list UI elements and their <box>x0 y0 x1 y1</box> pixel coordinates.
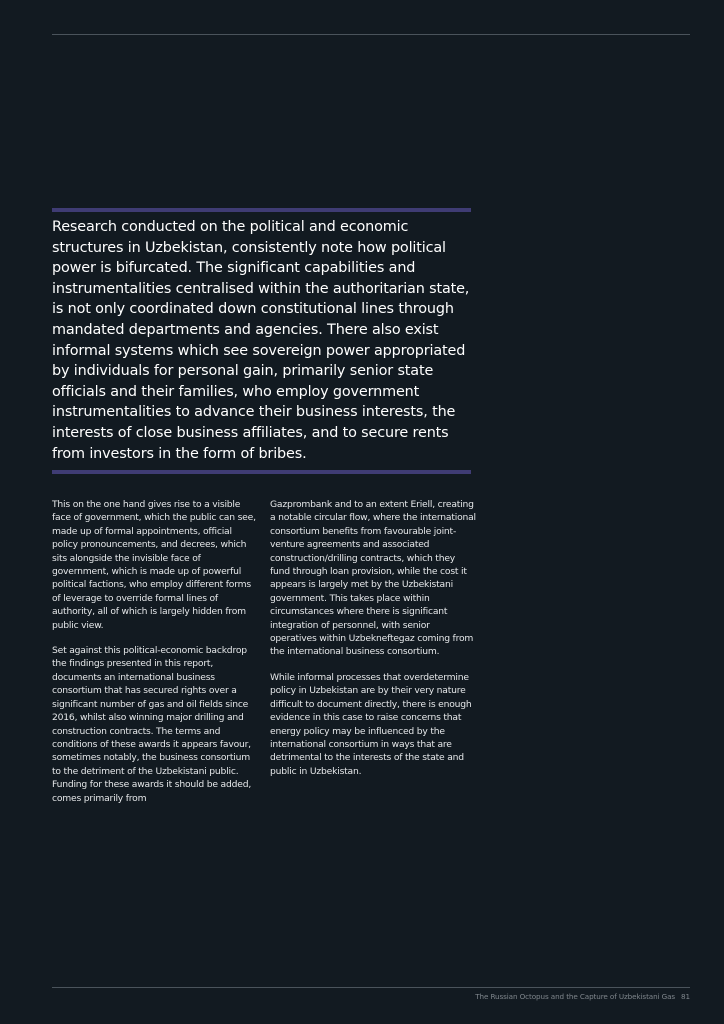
body-paragraph: Set against this political-economic backdrop the findings presented in this report, documents an international business consortium that has secured rights over a significant number of gas and oil fields since 2016, whilst also winning major drilling and construction contracts. The terms and conditions of these awards it appears favour, sometimes notably, the business consortium to the detriment of the Uzbekistani public. Funding for these awards it should be added, comes primarily from <box>52 645 252 804</box>
pull-quote-top-bar <box>52 208 471 212</box>
top-divider <box>52 34 690 35</box>
body-column-left <box>52 498 258 817</box>
body-paragraph: This on the one hand gives rise to a visible face of government, which the public can see, made up of formal appointments, official policy pronouncements, and decrees, which sits alongside the invisible face of government, which is made up of powerful political factions, who employ different forms of leverage to override formal lines of authority, all of which is largely hidden from public view. <box>52 499 256 631</box>
page-footer <box>475 992 690 1001</box>
footer-title: The Russian Octopus and the Capture of Uzbekistani Gas <box>475 992 676 1001</box>
body-paragraph: Gazprombank and to an extent Eriell, creating a notable circular flow, where the international consortium benefits from favourable joint-venture agreements and associated construction/drilling contracts, which they fund through loan provision, while the cost it appears is largely met by the Uzbekistani government. This takes place within circumstances where there is significant integration of personnel, with senior operatives within Uzbekneftegaz coming from the international business consortium. <box>270 499 476 658</box>
pull-quote-bottom-bar <box>52 470 471 474</box>
page-number: 81 <box>681 992 690 1001</box>
pull-quote: Research conducted on the political and economic structures in Uzbekistan, consistently note how political power is bifurcated. The significant capabilities and instrumentalities centralised within the authoritarian state, is not only coordinated down constitutional lines through mandated departments and agencies. There also exist informal systems which see sovereign power appropriated by individuals for personal gain, primarily senior state officials and their families, who employ government instrumentalities to advance their business interests, the interests of close business affiliates, and to secure rents from investors in the form of bribes. <box>52 219 470 462</box>
body-paragraph: While informal processes that overdetermine policy in Uzbekistan are by their very nature difficult to document directly, there is enough evidence in this case to raise concerns that energy policy may be influenced by the international consortium in ways that are detrimental to the interests of the state and public in Uzbekistan. <box>270 671 472 777</box>
body-column-right <box>270 498 476 790</box>
footer-divider <box>52 987 690 988</box>
